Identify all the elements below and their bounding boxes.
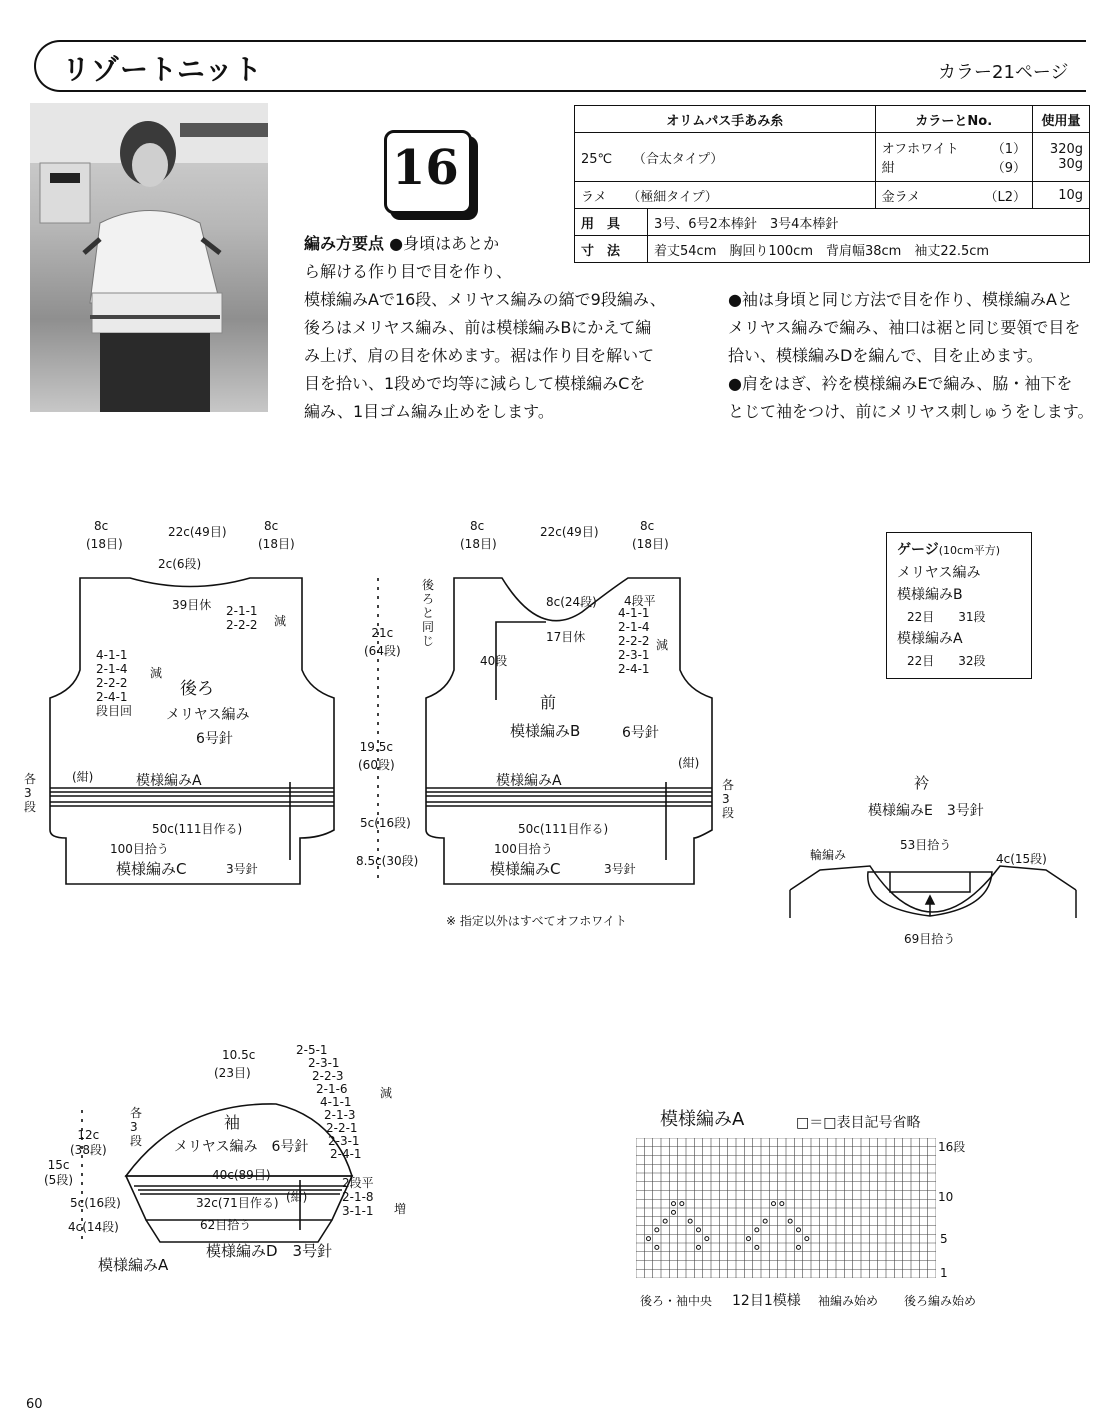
collar-title: 衿 — [914, 774, 930, 792]
stitch-symbol — [755, 1228, 759, 1232]
stitch-symbol — [805, 1237, 809, 1241]
back-neck-rest: 39目休 — [172, 598, 212, 612]
height-value: 12c — [77, 1128, 100, 1142]
back-dim-right: 8c — [264, 519, 279, 533]
instruction-line: ら解ける作り目で目を作り、 — [304, 262, 513, 281]
height-upper — [364, 624, 401, 660]
amount: 30g — [1058, 157, 1083, 172]
gauge-box — [886, 532, 1032, 679]
collar-pick53: 53目拾う — [900, 838, 952, 852]
front-hem: 模様編みC — [490, 860, 561, 878]
sleeve-cuff: 模様編みD 3号針 — [206, 1242, 333, 1260]
color-note: ※ 指定以外はすべてオフホワイト — [446, 914, 627, 928]
front-pattern-a: 模様編みA — [496, 773, 562, 789]
front-dim-right-sub: (18目) — [632, 537, 669, 551]
height-value: 19.5c — [359, 740, 393, 754]
sleeve-width40: 40c(89目) — [212, 1168, 271, 1182]
instruction-line: 目を拾い、1段めで均等に減らして模様編みCを — [304, 374, 646, 393]
back-dim-center: 22c(49目) — [168, 525, 227, 539]
chart-label-repeat: 12目1模様 — [732, 1293, 801, 1309]
stitch-symbol — [697, 1245, 701, 1249]
gauge-line: 模様編みA — [897, 631, 963, 647]
sleeve-top-sub: (23目) — [214, 1066, 251, 1080]
collar-round: 輪編み — [810, 848, 847, 862]
amount: 320g — [1049, 142, 1083, 157]
sleeve-dec-label: 減 — [380, 1086, 393, 1100]
front-dec-label: 減 — [656, 638, 669, 652]
sleeve-stripe-side: 各3段 — [130, 1106, 143, 1148]
color-page-ref: カラー21ページ — [938, 62, 1069, 83]
size-label: 寸 法 — [575, 236, 648, 263]
stitch-symbol — [755, 1245, 759, 1249]
height-value: 15c — [47, 1158, 70, 1172]
front-needle: 6号針 — [622, 725, 659, 741]
stitch-symbol — [797, 1245, 801, 1249]
model-photo — [30, 103, 268, 412]
stitch-symbol — [672, 1210, 676, 1214]
dec-step: 2-2-2 — [226, 618, 258, 632]
tools-label: 用 具 — [575, 209, 648, 236]
yarn-type: （合太タイプ） — [632, 151, 724, 167]
instruction-line: 模様編みAで16段、メリヤス編みの縞で9段編み、 — [304, 290, 666, 309]
instruction-line: み上げ、肩の目を休めます。裾は作り目を解いて — [304, 346, 655, 365]
chart-label-back-start: 後ろ編み始め — [904, 1294, 977, 1308]
back-dim-right-sub: (18目) — [258, 537, 295, 551]
stitch-symbol — [672, 1202, 676, 1206]
dec-step: 2-3-1 — [618, 648, 650, 662]
tools-value: 3号、6号2本棒針 3号4本棒針 — [648, 209, 1090, 236]
sleeve-inc-label: 増 — [394, 1202, 407, 1216]
yarn-header: オリムパス手あみ糸 — [575, 106, 876, 133]
back-neck-depth: 2c(6段) — [158, 557, 202, 571]
height-value: (64段) — [364, 644, 401, 658]
stitch-symbol — [780, 1202, 784, 1206]
gauge-title: ゲージ — [897, 542, 939, 558]
instruction-line: 後ろはメリヤス編み、前は模様編みBにかえて編 — [304, 318, 652, 337]
dec-step: 2-4-1 — [330, 1147, 362, 1161]
dec-step: 2-3-1 — [308, 1056, 340, 1070]
back-neck-dec-label: 減 — [274, 614, 287, 628]
stitch-symbol — [663, 1219, 667, 1223]
front-navy: (紺) — [678, 756, 700, 770]
dec-step: 4-1-1 — [96, 648, 128, 662]
instructions-right — [728, 286, 1098, 426]
stitch-symbol — [680, 1202, 684, 1206]
gauge-line: 22目 32段 — [907, 654, 986, 668]
height-value: 21c — [371, 626, 394, 640]
back-name: 後ろ — [180, 679, 214, 699]
sleeve-stitch: メリヤス編み 6号針 — [174, 1139, 309, 1155]
front-neck-depth: 8c(24段) — [546, 595, 597, 609]
dec-step: 2-3-1 — [328, 1134, 360, 1148]
back-neck-dec — [226, 604, 258, 632]
sleeve-height-a — [70, 1128, 107, 1158]
front-dim-center: 22c(49目) — [540, 525, 599, 539]
inc-step: 2段平 — [342, 1176, 374, 1190]
chart-row-mark: 5 — [940, 1232, 948, 1246]
instruction-line: ●袖は身頃と同じ方法で目を作り、模様編みAと — [728, 290, 1073, 309]
photo-illustration — [30, 103, 268, 412]
gauge-line: 22目 31段 — [907, 610, 986, 624]
stitch-chart-grid — [636, 1138, 936, 1278]
back-stripe-side: 各3段 — [24, 772, 37, 814]
stitch-symbol — [763, 1219, 767, 1223]
height-hem: 8.5c(30段) — [356, 854, 419, 868]
dec-step: 2-1-3 — [324, 1108, 356, 1122]
back-stitch: メリヤス編み — [166, 707, 250, 723]
stitch-symbol — [697, 1228, 701, 1232]
front-dim-left-sub: (18目) — [460, 537, 497, 551]
back-hem: 模様編みC — [116, 860, 187, 878]
dec-step: 2-4-1 — [618, 662, 650, 676]
stitch-symbol — [647, 1237, 651, 1241]
body-diagrams — [0, 500, 760, 940]
sleeve-top: 10.5c — [222, 1048, 256, 1062]
dec-step: 2-1-4 — [618, 620, 650, 634]
sleeve-name: 袖 — [224, 1113, 241, 1132]
stitch-symbol — [705, 1237, 709, 1241]
gauge-line: 模様編みB — [897, 587, 963, 603]
chart-row-mark: 1 — [940, 1266, 948, 1280]
stitch-symbol — [788, 1219, 792, 1223]
front-shoulder-flat: 4段平 — [624, 594, 656, 608]
front-neck-rest: 17目休 — [546, 630, 586, 644]
front-stripe-side: 各3段 — [722, 778, 735, 820]
back-arm-dec-label: 減 — [150, 666, 163, 680]
dec-step: 2-2-3 — [312, 1069, 344, 1083]
stitch-symbol — [772, 1202, 776, 1206]
sleeve-height-c: 5c(16段) — [70, 1196, 121, 1210]
inc-step: 2-1-8 — [342, 1190, 374, 1204]
amount-header: 使用量 — [1033, 106, 1090, 133]
item-number: 16 — [392, 140, 459, 196]
stitch-symbol — [655, 1245, 659, 1249]
color-no: （9） — [991, 161, 1026, 176]
front-width: 50c(111目作る) — [518, 822, 609, 836]
back-pattern-a: 模様編みA — [136, 773, 202, 789]
back-pickup: 100目拾う — [110, 842, 169, 856]
chart-row-mark: 10 — [938, 1190, 954, 1204]
back-dim-left-sub: (18目) — [86, 537, 123, 551]
yarn-name: ラメ — [581, 189, 607, 205]
dec-step: 2-1-6 — [316, 1082, 348, 1096]
amount: 10g — [1033, 182, 1090, 209]
color-name: 紺 — [881, 161, 895, 176]
chart-legend: □＝□表目記号省略 — [796, 1115, 921, 1131]
instructions-left — [304, 230, 724, 426]
size-value: 着丈54cm 胸回り100cm 背肩幅38cm 袖丈22.5cm — [648, 236, 1090, 263]
collar-pattern: 模様編みE 3号針 — [868, 803, 984, 819]
color-header: カラーとNo. — [875, 106, 1032, 133]
stitch-symbol — [655, 1228, 659, 1232]
color-name: オフホワイト — [881, 142, 959, 157]
instruction-line: 編み、1目ゴム編み止めをします。 — [304, 402, 554, 421]
back-outline — [50, 578, 334, 884]
instructions-heading: 編み方要点 — [304, 234, 385, 253]
back-hem-needle: 3号針 — [226, 862, 258, 876]
dec-step: 2-4-1 — [96, 690, 128, 704]
sleeve-navy: (紺) — [286, 1190, 308, 1204]
front-same-as-back: 後ろと同じ — [422, 578, 435, 648]
chart-title: 模様編みA — [660, 1109, 745, 1130]
color-no: （1） — [991, 142, 1026, 157]
height-value: (60段) — [358, 758, 395, 772]
front-dim-left: 8c — [470, 519, 485, 533]
back-navy: (紺) — [72, 770, 94, 784]
stitch-symbol — [747, 1237, 751, 1241]
back-arm-dec — [96, 648, 132, 718]
sleeve-width32: 32c(71目作る) — [196, 1196, 279, 1210]
collar-depth: 4c(15段) — [996, 852, 1047, 866]
chart-label-sleeve-start: 袖編み始め — [818, 1294, 879, 1308]
chart-rows-label: 16段 — [938, 1140, 966, 1154]
dec-step: 4-1-1 — [618, 606, 650, 620]
instruction-line: メリヤス編みで編み、袖口は裾と同じ要領で目を — [728, 318, 1081, 337]
collar-pick69: 69目拾う — [904, 932, 956, 946]
inc-step: 3-1-1 — [342, 1204, 374, 1218]
stitch-symbol — [797, 1228, 801, 1232]
dec-step: 2-1-1 — [226, 604, 258, 618]
yarn-type: （極細タイプ） — [627, 189, 718, 205]
height-value: (5段) — [44, 1173, 73, 1187]
height-value: (38段) — [70, 1143, 107, 1157]
instruction-line: 拾い、模様編みDを編んで、目を止めます。 — [728, 346, 1043, 365]
height-middle — [358, 738, 395, 774]
front-neck-dec — [618, 606, 650, 676]
dec-step: 2-2-1 — [326, 1121, 358, 1135]
back-width: 50c(111目作る) — [152, 822, 243, 836]
dec-step: 2-1-4 — [96, 662, 128, 676]
dec-step: 4-1-1 — [320, 1095, 352, 1109]
instruction-line: とじて袖をつけ、前にメリヤス刺しゅうをします。 — [728, 402, 1094, 421]
front-name: 前 — [540, 693, 557, 712]
instruction-line: ●肩をはぎ、衿を模様編みEで編み、脇・袖下を — [728, 374, 1073, 393]
dec-step: 2-5-1 — [296, 1043, 328, 1057]
stitch-symbol — [688, 1219, 692, 1223]
sleeve-pattern-a: 模様編みA — [98, 1256, 169, 1274]
gauge-line: メリヤス編み — [897, 565, 981, 581]
color-no: （L2） — [984, 189, 1026, 205]
front-pickup: 100目拾う — [494, 842, 553, 856]
chart-label-center: 後ろ・袖中央 — [640, 1294, 713, 1308]
gauge-title-sub: (10cm平方) — [938, 544, 1001, 557]
sleeve-height-b — [44, 1158, 73, 1188]
front-stitch: 模様編みB — [510, 722, 581, 740]
back-dim-left: 8c — [94, 519, 109, 533]
front-dim-right: 8c — [640, 519, 655, 533]
sleeve-height-d: 4c(14段) — [68, 1220, 119, 1234]
page-number: 60 — [26, 1397, 43, 1412]
yarn-name: 25℃ — [581, 151, 613, 167]
height-band: 5c(16段) — [360, 816, 411, 830]
dec-note: 段目回 — [96, 704, 133, 718]
front-rows-40: 40段 — [480, 654, 508, 668]
page-title: リゾートニット — [62, 53, 263, 86]
instruction-line: ●身頃はあとか — [389, 234, 500, 253]
back-needle: 6号針 — [196, 731, 233, 747]
dec-step: 2-2-2 — [96, 676, 128, 690]
color-name: 金ラメ — [881, 189, 921, 205]
dec-step: 2-2-2 — [618, 634, 650, 648]
front-hem-needle: 3号針 — [604, 862, 636, 876]
sleeve-inc — [342, 1176, 374, 1218]
sleeve-pickup: 62目拾う — [200, 1218, 252, 1232]
